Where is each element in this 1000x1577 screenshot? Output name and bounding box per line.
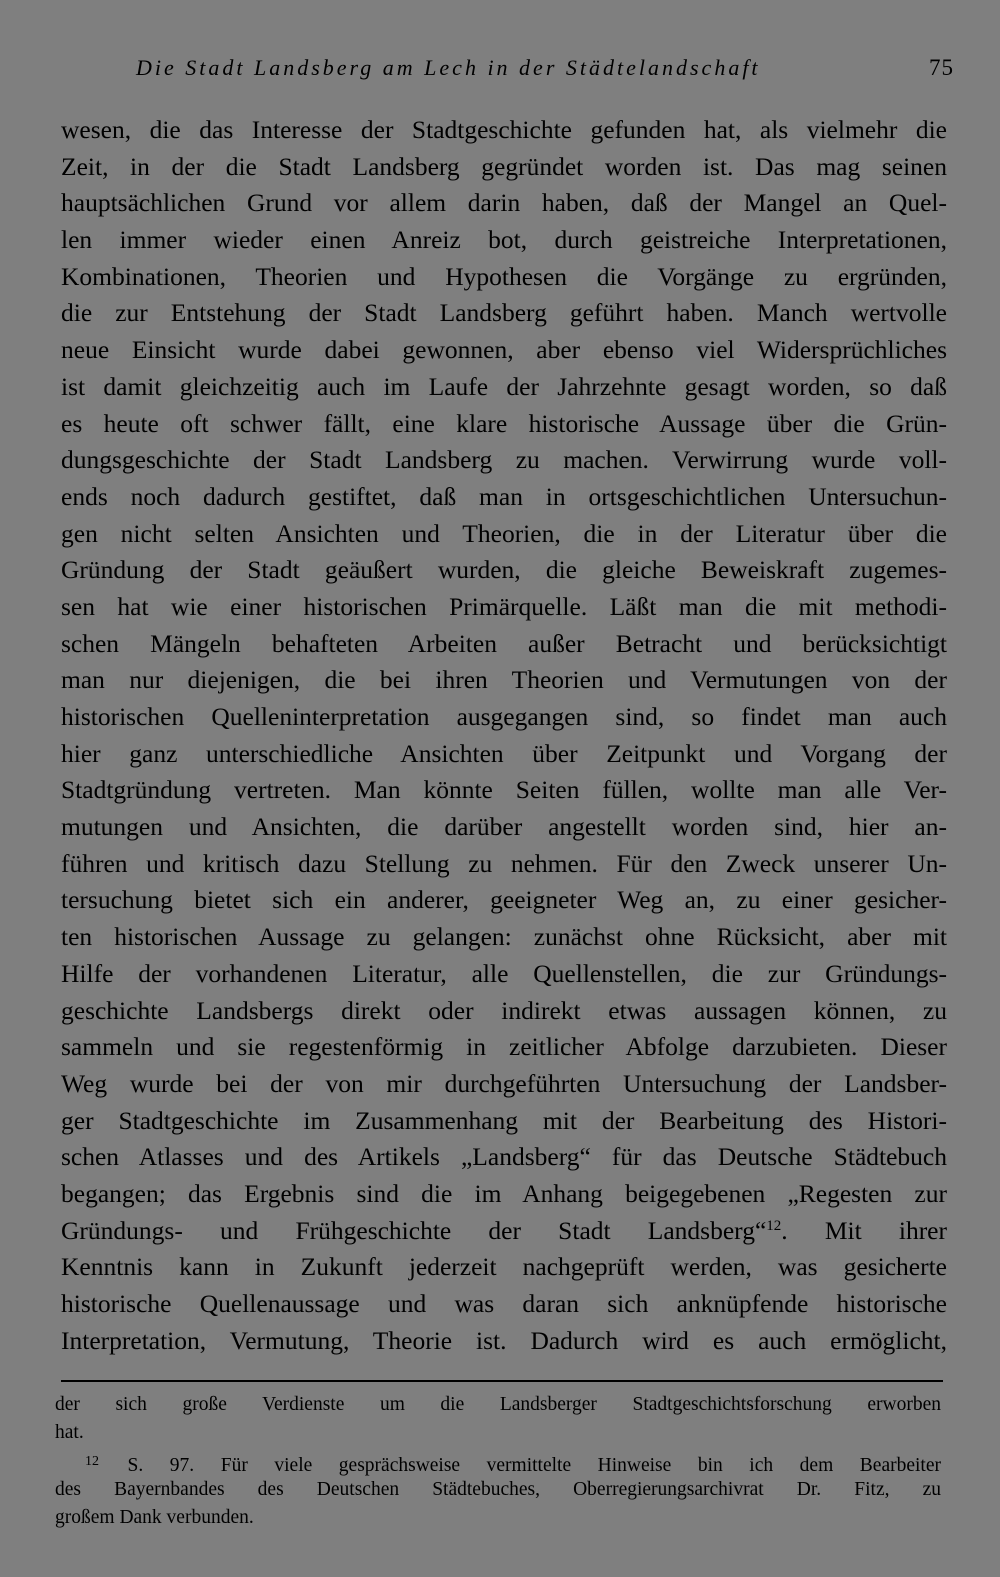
footnote-marker: 12 — [85, 1453, 99, 1469]
body-line: Hilfe der vorhandenen Literatur, alle Quellenstellen, die zur Gründungs- — [61, 958, 947, 988]
body-line: dungsgeschichte der Stadt Landsberg zu machen. Verwirrung wurde voll- — [61, 445, 947, 475]
footnotes — [55, 1391, 941, 1532]
body-line: ger Stadtgeschichte im Zusammenhang mit der Bearbeitung des Histori- — [61, 1105, 947, 1135]
running-title: Die Stadt Landsberg am Lech in der Städtelandschaft — [136, 55, 761, 80]
body-line: historischen Quelleninterpretation ausgegangen sind, so findet man auch — [61, 702, 947, 731]
body-line: historische Quellenaussage und was daran sich anknüpfende historische — [61, 1289, 947, 1318]
body-line-text: Gründungs- und Frühgeschichte der Stadt Landsberg“ — [61, 1215, 767, 1245]
running-head — [60, 55, 954, 87]
body-line-text: . Mit ihrer — [781, 1215, 947, 1245]
footnote-12 — [55, 1448, 941, 1476]
body-line: Kombinationen, Theorien und Hypothesen die Vorgänge zu ergründen, — [61, 261, 947, 291]
body-line: Gründung der Stadt geäußert wurden, die gleiche Beweiskraft zugemes- — [61, 555, 947, 585]
body-line: die zur Entstehung der Stadt Landsberg geführt haben. Manch wertvolle — [61, 298, 947, 328]
body-line: hauptsächlichen Grund vor allem darin haben, daß der Mangel an Quel- — [61, 188, 947, 218]
body-line: len immer wieder einen Anreiz bot, durch geistreiche Interpretationen, — [61, 225, 947, 255]
body-line: mutungen und Ansichten, die darüber angestellt worden sind, hier an- — [61, 812, 947, 842]
body-line: neue Einsicht wurde dabei gewonnen, aber ebenso viel Widersprüchliches — [61, 335, 947, 365]
body-line: Kenntnis kann in Zukunft jederzeit nachgeprüft werden, was gesicherte — [61, 1252, 947, 1282]
body-line: sammeln und sie regestenförmig in zeitlicher Abfolge darzubieten. Dieser — [61, 1032, 947, 1062]
page-number: 75 — [929, 55, 954, 80]
footnote-12-text: S. 97. Für viele gesprächsweise vermittelte Hinweise bin ich dem Bearbeiter — [127, 1454, 941, 1476]
footnote-separator — [61, 1380, 943, 1382]
body-line: schen Atlasses und des Artikels „Landsberg“ für das Deutsche Städtebuch — [61, 1142, 947, 1172]
body-line: Stadtgründung vertreten. Man könnte Seiten füllen, wollte man alle Ver- — [61, 775, 947, 805]
body-line: tersuchung bietet sich ein anderer, geeigneter Weg an, zu einer gesicher- — [61, 885, 947, 915]
body-line: geschichte Landsbergs direkt oder indirekt etwas aussagen können, zu — [61, 995, 947, 1025]
body-line: es heute oft schwer fällt, eine klare historische Aussage über die Grün- — [61, 408, 947, 438]
body-line: schen Mängeln behafteten Arbeiten außer Betracht und berücksichtigt — [61, 628, 947, 658]
body-line: sen hat wie einer historischen Primärquelle. Läßt man die mit methodi- — [61, 591, 947, 621]
footnote-12-line: großem Dank verbunden. — [55, 1507, 254, 1529]
body-line: gen nicht selten Ansichten und Theorien, die in der Literatur über die — [61, 518, 947, 548]
body-line: hier ganz unterschiedliche Ansichten über Zeitpunkt und Vorgang der — [61, 738, 947, 768]
footnote-continuation-line: hat. — [55, 1422, 84, 1444]
body-line: ends noch dadurch gestiftet, daß man in ortsgeschichtlichen Untersuchun- — [61, 481, 947, 511]
body-line: Weg wurde bei der von mir durchgeführten Untersuchung der Landsber- — [61, 1068, 947, 1098]
body-line: führen und kritisch dazu Stellung zu nehmen. Für den Zweck unserer Un- — [61, 848, 947, 878]
footnote-reference-12[interactable]: 12 — [766, 1217, 782, 1234]
footnote-12-line: des Bayernbandes des Deutschen Städtebuches, Oberregierungsarchivrat Dr. Fitz, zu — [55, 1478, 941, 1500]
body-line: Interpretation, Vermutung, Theorie ist. Dadurch wird es auch ermöglicht, — [61, 1325, 947, 1355]
body-line-with-footnote-ref — [61, 1213, 947, 1250]
body-line: begangen; das Ergebnis sind die im Anhang beigegebenen „Regesten zur — [61, 1178, 947, 1208]
body-text — [61, 112, 947, 1359]
body-line: wesen, die das Interesse der Stadtgeschichte gefunden hat, als vielmehr die — [61, 115, 947, 144]
body-line: Zeit, in der die Stadt Landsberg gegründet worden ist. Das mag seinen — [61, 151, 947, 181]
body-line: ist damit gleichzeitig auch im Laufe der Jahrzehnte gesagt worden, so daß — [61, 371, 947, 401]
body-line: ten historischen Aussage zu gelangen: zunächst ohne Rücksicht, aber mit — [61, 922, 947, 952]
footnote-continuation-line: der sich große Verdienste um die Landsberger Stadtgeschichtsforschung erworben — [55, 1394, 941, 1415]
body-line: man nur diejenigen, die bei ihren Theorien und Vermutungen von der — [61, 665, 947, 695]
